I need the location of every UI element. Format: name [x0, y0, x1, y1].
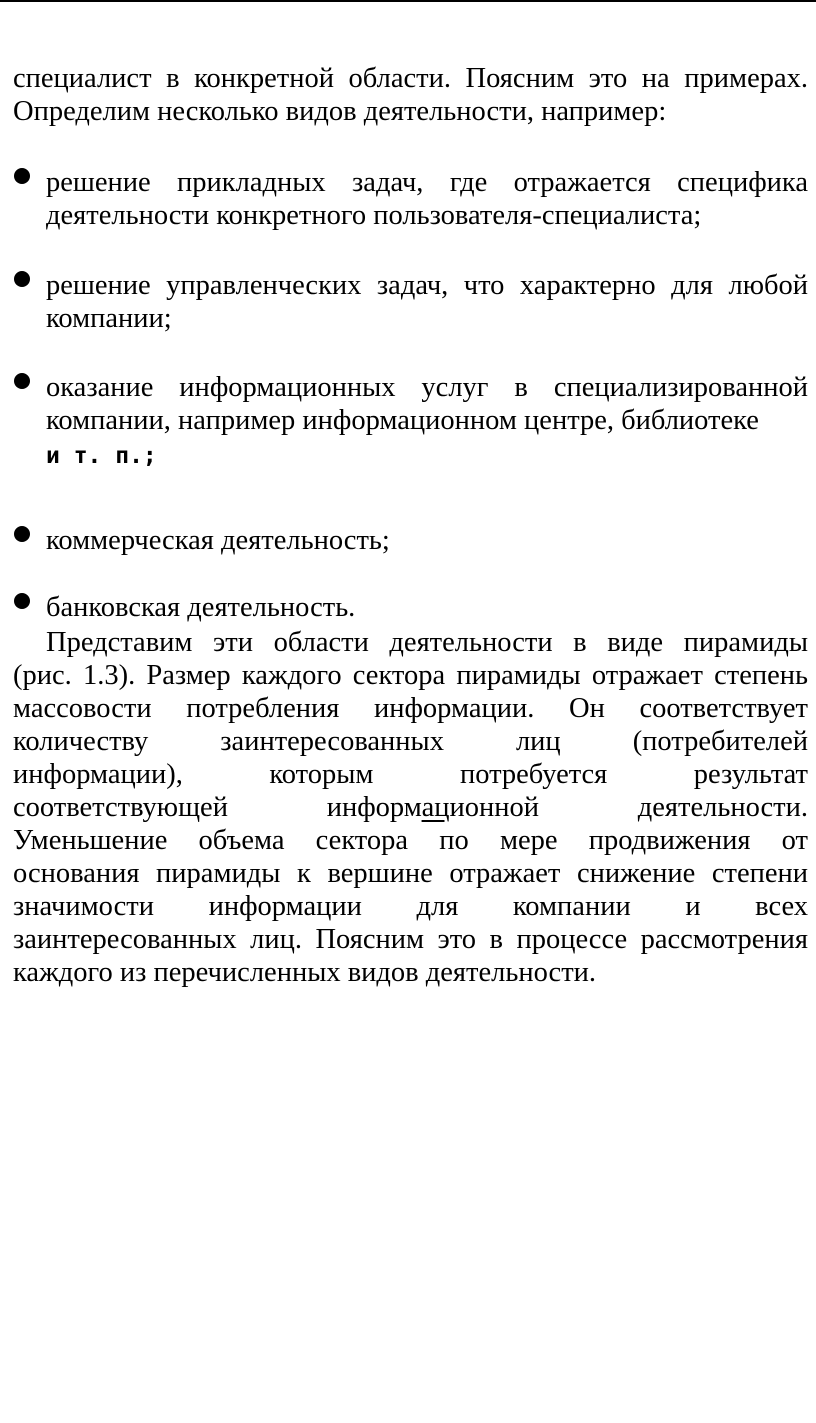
bullet-icon [14, 593, 30, 609]
paragraph-line: значимости информации для компании и всех [13, 891, 808, 922]
list-item-text [46, 524, 808, 557]
paragraph-line: основания пирамиды к вершине отражает снижение степени [13, 858, 808, 889]
list-item-tail: и т. п.; [46, 443, 157, 469]
list-item-line: банковская деятельность. [46, 592, 356, 623]
paragraph-line: каждого из перечисленных видов деятельности. [13, 957, 597, 988]
bullet-icon [14, 271, 30, 287]
paragraph-line: количеству заинтересованных лиц (потребителей [13, 726, 808, 757]
paragraph-line: Представим эти области деятельности в виде пирамиды [46, 627, 808, 658]
list-item-text [46, 166, 808, 232]
list-item-text [46, 371, 808, 473]
list-item-line: решение прикладных задач, где отражается специфика [46, 167, 808, 198]
intro-line-2: Определим несколько видов деятельности, например: [13, 96, 667, 127]
paragraph-word: деятельности. [637, 792, 809, 823]
word-part: ионной [449, 792, 539, 823]
list-item-line: оказание информационных услуг в специализированной [46, 372, 808, 403]
intro [13, 62, 808, 128]
paragraph-line: информации), которым потребуется результат [13, 759, 808, 790]
paragraph-word: соответствующей [13, 792, 228, 823]
bullet-icon [14, 526, 30, 542]
list-item-text [46, 591, 808, 624]
intro-line-1: специалист в конкретной области. Поясним это на примерах. [13, 63, 808, 94]
word-part: информ [326, 792, 422, 823]
list-item-line: коммерческая деятельность; [46, 525, 390, 556]
top-rule [0, 0, 816, 2]
list-item-line: деятельности конкретного пользователя-специалиста; [46, 200, 702, 231]
list-item-text [46, 269, 808, 335]
paragraph-line: массовости потребления информации. Он соответствует [13, 693, 808, 724]
paragraph-line: Уменьшение объема сектора по мере продвижения от [13, 825, 808, 856]
list-item-line: решение управленческих задач, что характерно для любой [46, 270, 808, 301]
list-item-line: компании; [46, 303, 172, 334]
body-paragraph [13, 626, 808, 989]
paragraph-line: (рис. 1.3). Размер каждого сектора пирамиды отражает степень [13, 660, 808, 691]
bullet-icon [14, 373, 30, 389]
underlined-fragment: ац [421, 792, 450, 823]
paragraph-line-underlined [13, 791, 808, 824]
paragraph-line: заинтересованных лиц. Поясним это в процессе рассмотрения [13, 924, 808, 955]
list-item-line: компании, например информационном центре, библиотеке [46, 405, 759, 436]
bullet-icon [14, 168, 30, 184]
paragraph-word [327, 792, 539, 823]
